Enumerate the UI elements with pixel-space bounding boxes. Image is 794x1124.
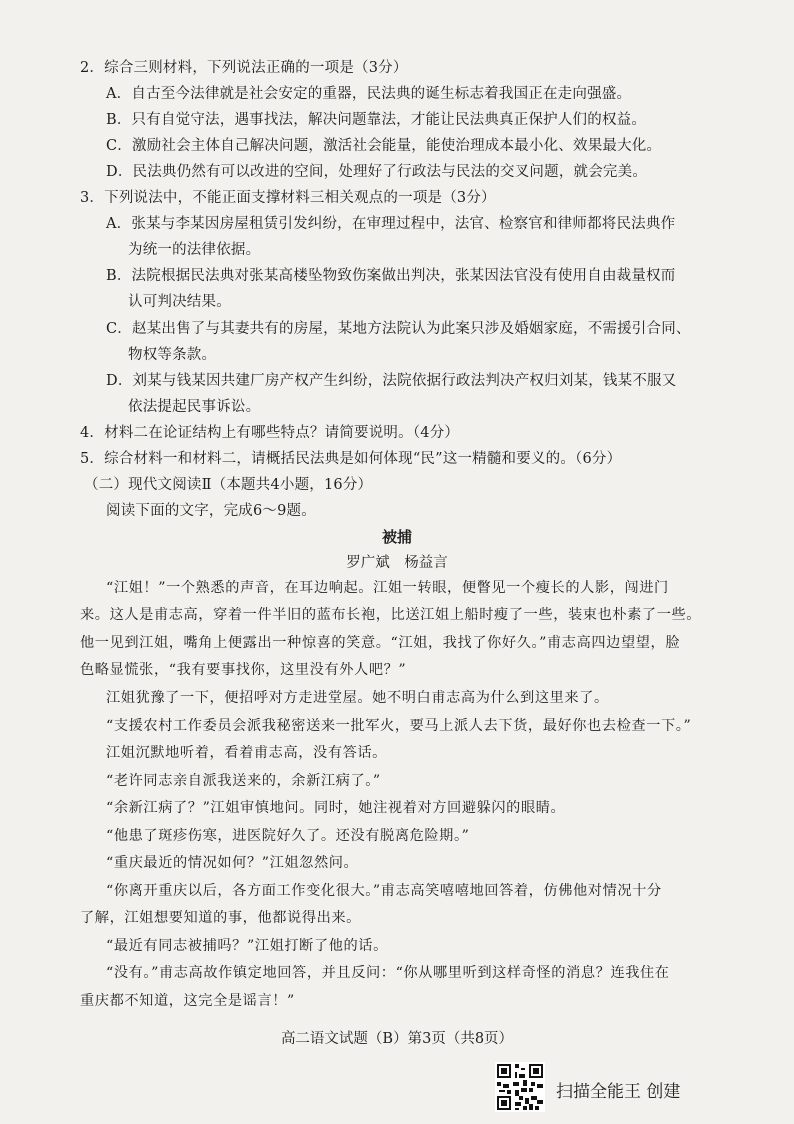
story-title: 被捕	[381, 528, 412, 546]
question-5: 5．综合材料一和材料二，请概括民法典是如何体现“民”这一精髓和要义的。（6分）	[80, 451, 622, 467]
story-line: “最近有同志被捕吗？”江姐打断了他的话。	[106, 938, 388, 954]
story-line: 了解，江姐想要知道的事，他都说得出来。	[80, 910, 361, 926]
story-line: “重庆最近的情况如何？”江姐忽然问。	[106, 855, 359, 871]
story-line: “你离开重庆以后，各方面工作变化很大。”甫志高笑嘻嘻地回答着，仿佛他对情况十分	[106, 883, 662, 899]
question-4: 4．材料二在论证结构上有哪些特点？请简要说明。（4分）	[80, 425, 460, 441]
question-3-option-a: A．张某与李某因房屋租赁引发纠纷，在审理过程中，法官、检察官和律师都将民法典作	[106, 216, 676, 232]
question-3-option-c: C．赵某出售了与其妻共有的房屋，某地方法院认为此案只涉及婚姻家庭，不需援引合同、	[106, 321, 691, 337]
section-2-heading: （二）现代文阅读Ⅱ（本题共4小题，16分）	[84, 477, 373, 493]
question-3-option-b-cont: 认可判决结果。	[128, 294, 231, 310]
question-3-option-d-cont: 依法提起民事诉讼。	[128, 399, 261, 415]
story-line: “他患了斑疹伤寒，进医院好久了。还没有脱离危险期。”	[106, 828, 470, 844]
page-footer: 高二语文试题（B）第3页（共8页）	[280, 1031, 514, 1047]
question-2-option-c: C．激励社会主体自己解决问题，激活社会能量，能使治理成本最小化、效果最大化。	[106, 138, 662, 154]
question-2-option-d: D．民法典仍然有可以改进的空间，处理好了行政法与民法的交叉问题，就会完美。	[106, 164, 648, 180]
question-3-stem: 3．下列说法中，不能正面支撑材料三相关观点的一项是（3分）	[80, 190, 496, 206]
story-line: 江姐沉默地听着，看着甫志高，没有答话。	[106, 745, 387, 761]
qr-code-icon	[495, 1062, 545, 1112]
story-line: “老许同志亲自派我送来的，余新江病了。”	[106, 773, 381, 789]
question-3-option-d: D．刘某与钱某因共建厂房产权产生纠纷，法院依据行政法判决产权归刘某，钱某不服又	[106, 373, 677, 389]
story-line: “江姐！”一个熟悉的声音，在耳边响起。江姐一转眼，便瞥见一个瘦长的人影，闯进门	[106, 580, 669, 596]
question-2-option-b: B．只有自觉守法，遇事找法，解决问题靠法，才能让民法典真正保护人们的权益。	[106, 112, 647, 128]
story-line: 重庆都不知道，这完全是谣言！”	[80, 993, 295, 1009]
story-line: “没有。”甫志高故作镇定地回答，并且反问：“你从哪里听到这样奇怪的消息？连我住在	[106, 965, 670, 981]
story-line: 江姐犹豫了一下，便招呼对方走进堂屋。她不明白甫志高为什么到这里来了。	[106, 690, 609, 706]
story-line: 色略显慌张，“我有要事找你，这里没有外人吧？”	[80, 662, 407, 678]
story-line: “余新江病了？”江姐审慎地问。同时，她注视着对方回避躲闪的眼睛。	[106, 800, 566, 816]
question-2-option-a: A．自古至今法律就是社会安定的重器，民法典的诞生标志着我国正在走向强盛。	[106, 86, 632, 102]
story-line: 来。这人是甫志高，穿着一件半旧的蓝布长袍，比送江姐上船时瘦了一些，装束也朴素了一些。	[80, 607, 702, 623]
question-3-option-b: B．法院根据民法典对张某高楼坠物致伤案做出判决，张某因法官没有使用自由裁量权而	[106, 268, 676, 284]
story-authors: 罗广斌 杨益言	[346, 555, 448, 571]
question-3-option-a-cont: 为统一的法律依据。	[128, 242, 261, 258]
question-2-stem: 2．综合三则材料，下列说法正确的一项是（3分）	[80, 60, 408, 76]
scanner-brand-label: 扫描全能王 创建	[556, 1082, 681, 1102]
section-2-instruction: 阅读下面的文字，完成6～9题。	[106, 503, 316, 519]
story-line: “支援农村工作委员会派我秘密送来一批军火，要马上派人去下货，最好你也去检查一下。”	[106, 718, 692, 734]
question-3-option-c-cont: 物权等条款。	[128, 347, 217, 363]
story-line: 他一见到江姐，嘴角上便露出一种惊喜的笑意。“江姐，我找了你好久。”甫志高四边望望，脸	[80, 635, 681, 651]
